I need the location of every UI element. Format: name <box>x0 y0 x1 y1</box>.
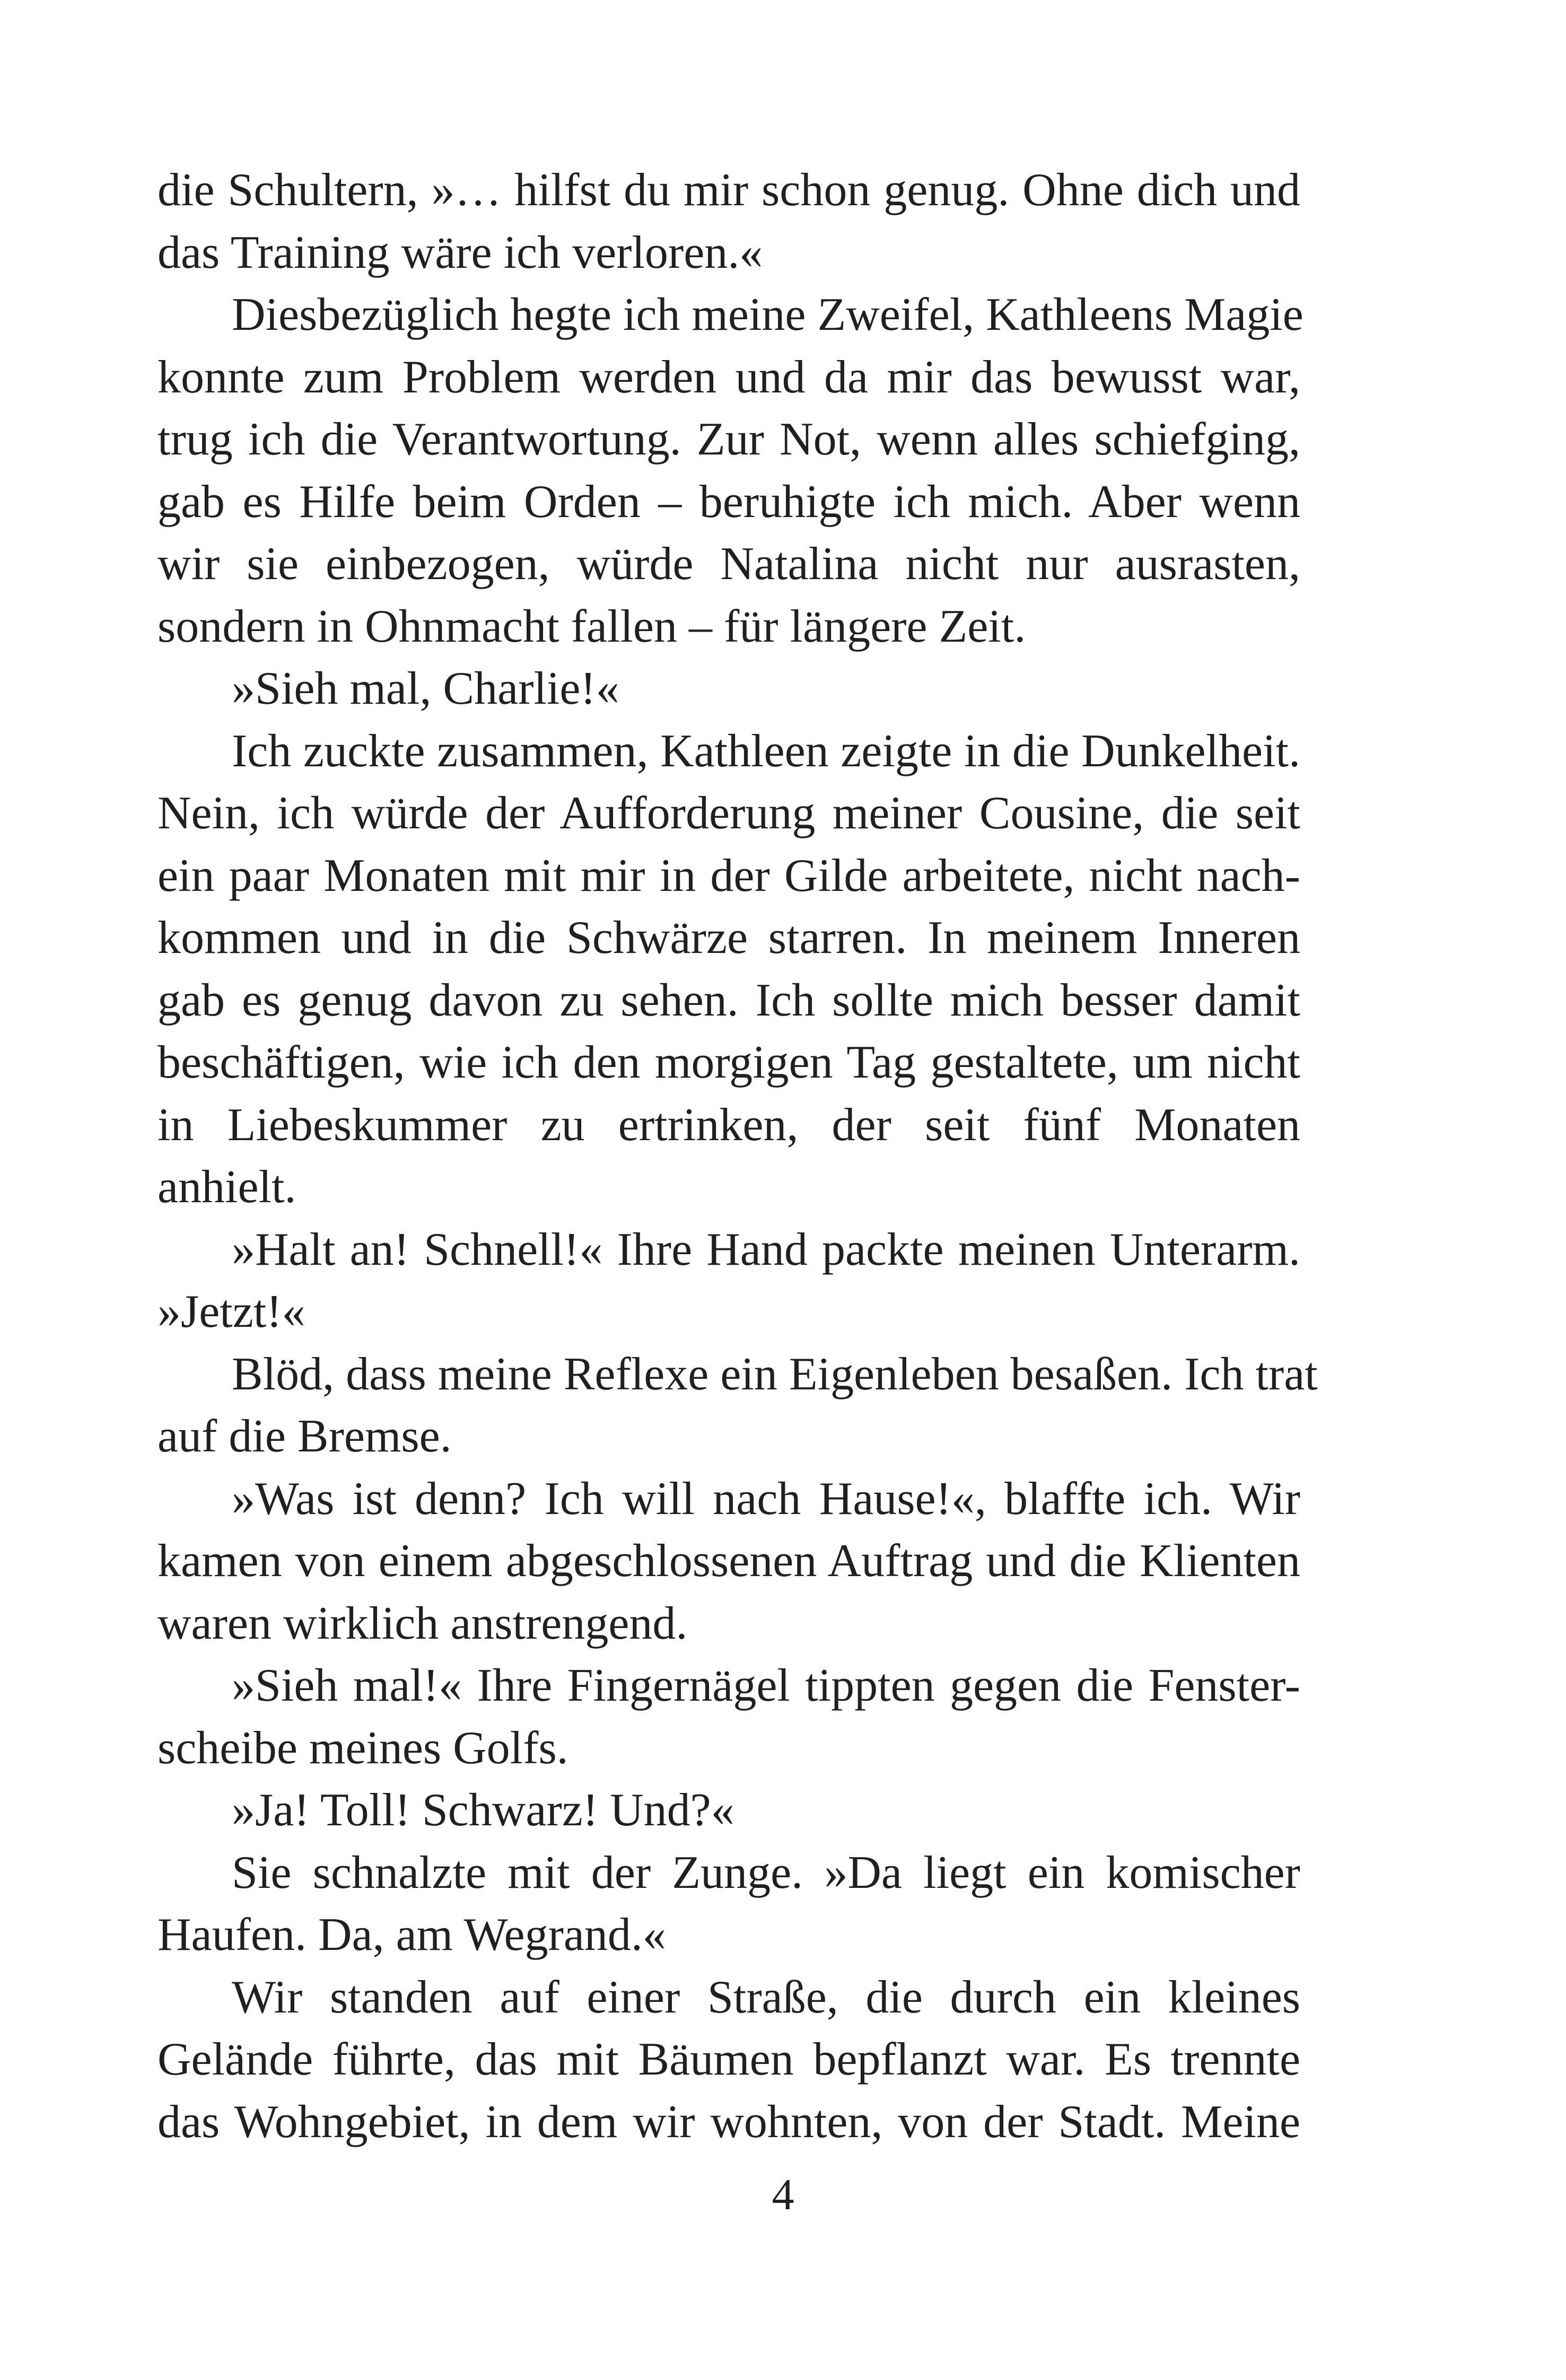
text-line: das Wohngebiet, in dem wir wohnten, von der Stadt. Meine <box>158 2096 1300 2148</box>
text-line: wir sie einbezogen, würde Natalina nicht nur ausrasten, <box>158 538 1300 590</box>
text-line: scheibe meines Golfs. <box>158 1722 568 1774</box>
text-line: waren wirklich anstrengend. <box>158 1597 688 1649</box>
text-line: gab es genug davon zu sehen. Ich sollte mich besser damit <box>158 974 1300 1026</box>
text-line: Sie schnalzte mit der Zunge. »Da liegt ein komischer <box>232 1847 1300 1898</box>
text-line: gab es Hilfe beim Orden – beruhigte ich mich. Aber wenn <box>158 476 1300 528</box>
text-line: das Training wäre ich verloren.« <box>158 226 763 278</box>
text-line: »Ja! Toll! Schwarz! Und?« <box>232 1784 734 1836</box>
text-line: in Liebeskummer zu ertrinken, der seit fünf Monaten <box>158 1099 1300 1151</box>
text-line: auf die Bremse. <box>158 1411 452 1462</box>
text-line: »Jetzt!« <box>158 1286 305 1337</box>
text-line: Blöd, dass meine Reflexe ein Eigenleben besaßen. Ich trat <box>232 1348 1318 1400</box>
text-line: Nein, ich würde der Aufforderung meiner Cousine, die seit <box>158 788 1300 839</box>
text-line: »Halt an! Schnell!« Ihre Hand packte meinen Unterarm. <box>232 1223 1300 1275</box>
text-line: Ich zuckte zusammen, Kathleen zeigte in die Dunkelheit. <box>232 725 1300 777</box>
text-line: trug ich die Verantwortung. Zur Not, wenn alles schiefging, <box>158 414 1300 465</box>
text-line: sondern in Ohnmacht fallen – für längere Zeit. <box>158 600 1026 652</box>
text-line: »Sieh mal!« Ihre Fingernägel tippten gegen die Fenster- <box>232 1660 1300 1711</box>
text-line: konnte zum Problem werden und da mir das bewusst war, <box>158 351 1300 403</box>
text-line: beschäftigen, wie ich den morgigen Tag gestaltete, um nicht <box>158 1037 1300 1088</box>
text-line: kommen und in die Schwärze starren. In meinem Inneren <box>158 912 1300 964</box>
text-line: Wir standen auf einer Straße, die durch ein kleines <box>232 1971 1300 2023</box>
text-line: ein paar Monaten mit mir in der Gilde arbeitete, nicht nach- <box>158 850 1300 902</box>
text-line: »Was ist denn? Ich will nach Hause!«, blaffte ich. Wir <box>232 1473 1300 1525</box>
text-line: kamen von einem abgeschlossenen Auftrag und die Klienten <box>158 1535 1300 1587</box>
page-number: 4 <box>772 2170 794 2219</box>
text-line: die Schultern, »… hilfst du mir schon genug. Ohne dich und <box>158 164 1300 216</box>
text-line: Diesbezüglich hegte ich meine Zweifel, Kathleens Magie <box>232 289 1303 340</box>
body-text <box>158 159 1318 2153</box>
text-line: Haufen. Da, am Wegrand.« <box>158 1909 666 1961</box>
text-line: anhielt. <box>158 1161 296 1213</box>
text-line: Gelände führte, das mit Bäumen bepflanzt war. Es trennte <box>158 2034 1300 2085</box>
text-line: »Sieh mal, Charlie!« <box>232 663 619 714</box>
